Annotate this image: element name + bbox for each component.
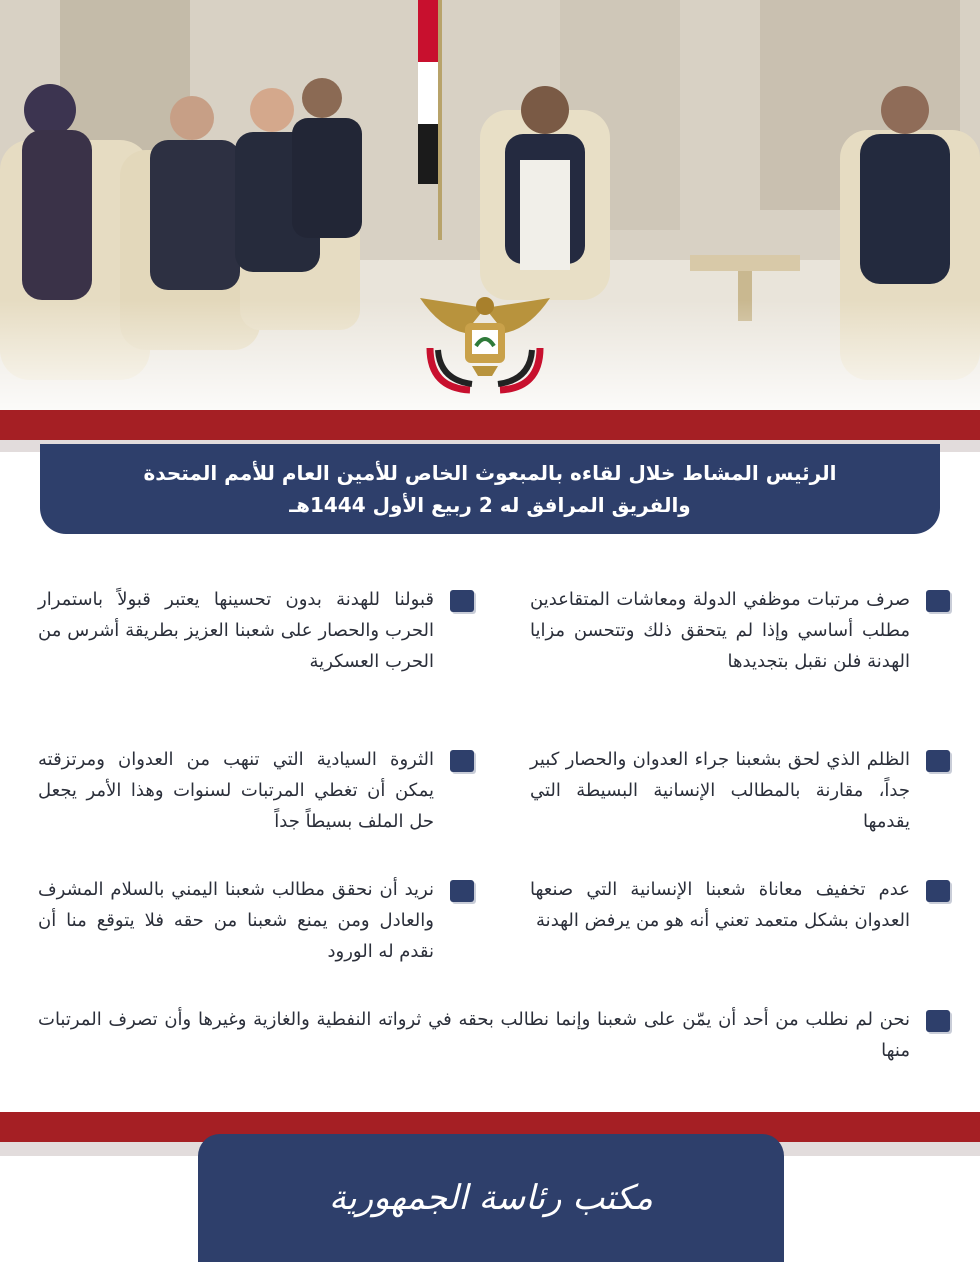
footer-banner	[198, 1134, 784, 1262]
bullet-square-icon	[450, 880, 474, 902]
point-item	[530, 744, 950, 844]
point-text: قبولنا للهدنة بدون تحسينها يعتبر قبولاً باستمرار الحرب والحصار على شعبنا العزيز بطريقة أشرس من الحرب العسكرية	[38, 589, 434, 672]
title-banner	[40, 444, 940, 534]
point-text: الثروة السيادية التي تنهب من العدوان ومرتزقته يمكن أن تغطي المرتبات لسنوات وهذا الأمر يجعل حل الملف بسيطاً جداً	[38, 749, 434, 832]
point-text: نريد أن نحقق مطالب شعبنا اليمني بالسلام المشرف والعادل ومن يمنع شعبنا من حقه فلا يتوقع منا أن نقدم له الورود	[38, 879, 434, 962]
bullet-square-icon	[926, 590, 950, 612]
point-item	[38, 584, 474, 714]
point-item	[530, 874, 950, 974]
bullet-square-icon	[450, 590, 474, 612]
footer-logo-text: مكتب رئاسة الجمهورية	[329, 1178, 653, 1218]
bullet-square-icon	[926, 750, 950, 772]
title-line-1: الرئيس المشاط خلال لقاءه بالمبعوث الخاص للأمين العام للأمم المتحدة	[143, 461, 837, 485]
bullet-square-icon	[926, 880, 950, 902]
point-item	[530, 584, 950, 714]
point-item	[38, 1004, 950, 1074]
point-text: الظلم الذي لحق بشعبنا جراء العدوان والحصار كبير جداً، مقارنة بالمطالب الإنسانية البسيطة التي يقدمها	[530, 749, 910, 832]
point-text: نحن لم نطلب من أحد أن يمّن على شعبنا وإنما نطالب بحقه في ثرواته النفطية والغازية وغيرها وأن تصرف المرتبات منها	[38, 1009, 910, 1061]
title-line-2: والفريق المرافق له 2 ربيع الأول 1444هـ	[289, 493, 691, 517]
point-text: صرف مرتبات موظفي الدولة ومعاشات المتقاعدين مطلب أساسي وإذا لم يتحقق ذلك وتتحسن مزايا الهدنة فلن نقبل بتجديدها	[530, 589, 910, 672]
point-item	[38, 744, 474, 844]
point-item	[38, 874, 474, 974]
point-text: عدم تخفيف معاناة شعبنا الإنسانية التي صنعها العدوان بشكل متعمد تعني أنه هو من يرفض الهدنة	[530, 879, 910, 931]
bullet-square-icon	[450, 750, 474, 772]
top-red-stripe	[0, 410, 980, 440]
republic-emblem-icon	[410, 288, 560, 398]
bullet-square-icon	[926, 1010, 950, 1032]
